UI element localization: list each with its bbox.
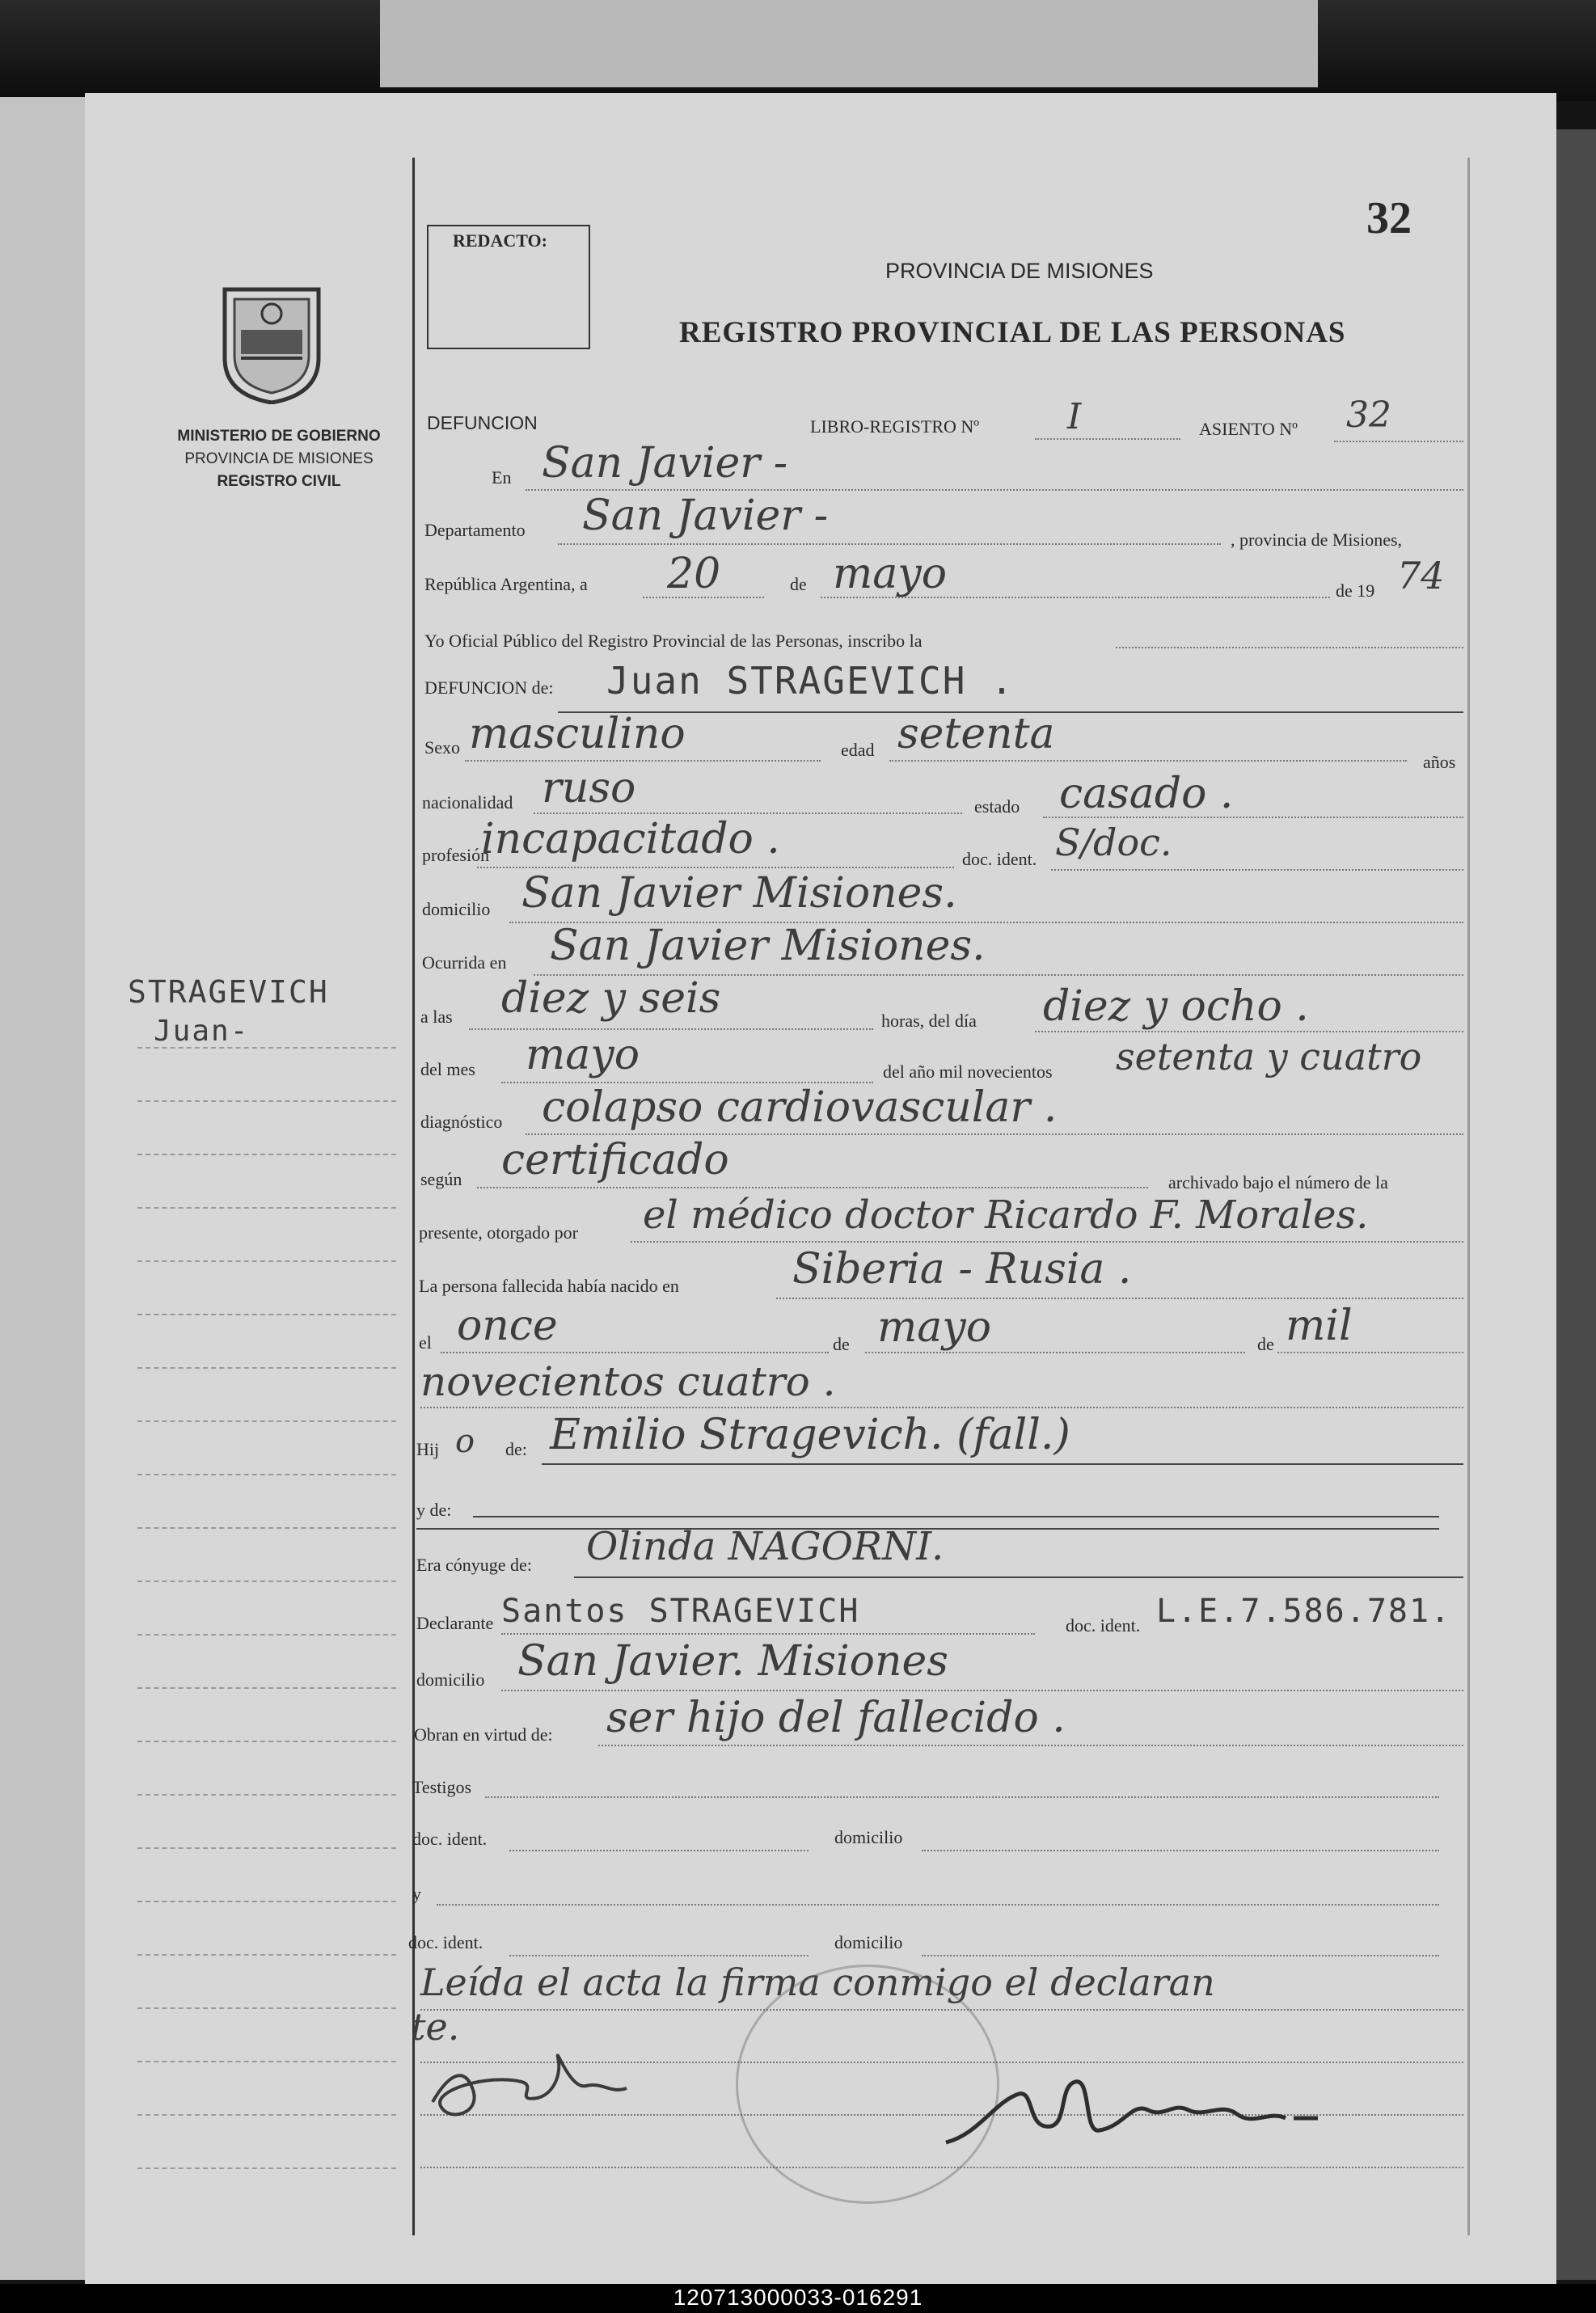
declarant-signature	[416, 2025, 659, 2130]
delanio-value: setenta y cuatro	[1116, 1035, 1422, 1078]
alas-label: a las	[420, 1007, 453, 1027]
en-label: En	[492, 467, 512, 488]
t2-dom-line	[922, 1955, 1439, 1957]
departamento-line	[558, 543, 1221, 546]
margin-line	[137, 2167, 396, 2170]
demil-label: de	[1257, 1334, 1274, 1354]
sexo-label: Sexo	[424, 737, 460, 758]
de2-line	[865, 1352, 1245, 1354]
libro-line	[1035, 438, 1180, 441]
mes-line	[821, 597, 1330, 599]
segun-line	[477, 1187, 1148, 1189]
presente-line	[631, 1241, 1463, 1243]
obran-label: Obran en virtud de:	[414, 1724, 553, 1745]
novecientos-value: novecientos cuatro .	[420, 1358, 836, 1405]
margin-line	[137, 1794, 396, 1796]
nacionalidad-label: nacionalidad	[422, 792, 513, 813]
estado-line	[1043, 817, 1463, 819]
el-line	[441, 1352, 829, 1354]
margin-line	[137, 1420, 396, 1423]
hijo-value: Emilio Stragevich. (fall.)	[550, 1411, 1070, 1459]
profesion-value: incapacitado .	[481, 815, 780, 863]
delmes-value: mayo	[526, 1031, 640, 1079]
t1-doc-label: doc. ident.	[412, 1829, 488, 1849]
margin-line	[137, 1154, 396, 1156]
declarante-value: Santos STRAGEVICH	[501, 1593, 860, 1630]
y-line	[437, 1904, 1439, 1906]
de2-value: mayo	[877, 1303, 991, 1352]
declarante-dom-label: domicilio	[416, 1669, 485, 1690]
testigos-line	[485, 1796, 1439, 1799]
margin-line	[137, 1314, 396, 1316]
alas-value: diez y seis	[501, 974, 721, 1023]
yde-line	[473, 1516, 1439, 1517]
en-value: San Javier -	[542, 439, 788, 488]
diagnostico-label: diagnóstico	[420, 1112, 503, 1132]
horas-value: diez y ocho .	[1043, 982, 1309, 1031]
declarante-doc-label: doc. ident.	[1066, 1615, 1141, 1636]
declarante-doc-value: L.E.7.586.781.	[1156, 1593, 1452, 1630]
right-rule	[1467, 158, 1470, 2235]
provincia-suffix: , provincia de Misiones,	[1231, 530, 1403, 550]
testigos-label: Testigos	[412, 1777, 472, 1797]
horas-line	[1035, 1031, 1463, 1033]
segun-value: certificado	[501, 1136, 729, 1184]
anios-label: años	[1423, 752, 1456, 772]
asiento-label: ASIENTO Nº	[1199, 419, 1298, 439]
republica-label: República Argentina, a	[424, 574, 588, 594]
margin-line	[137, 1527, 396, 1530]
declarante-label: Declarante	[416, 1613, 494, 1633]
oficial-text: Yo Oficial Público del Registro Provincial de las Personas, inscribo la	[424, 631, 923, 651]
de2-label: de	[833, 1334, 850, 1354]
novecientos-line	[420, 1407, 1463, 1409]
margin-line	[137, 1901, 396, 1903]
declarante-line	[501, 1633, 1035, 1636]
t2-dom-label: domicilio	[834, 1932, 903, 1952]
presente-value: el médico doctor Ricardo F. Morales.	[643, 1192, 1369, 1238]
edad-value: setenta	[897, 710, 1055, 758]
obran-value: ser hijo del fallecido .	[606, 1694, 1066, 1742]
margin-surname: STRAGEVICH	[128, 974, 329, 1010]
delanio-label: del año mil novecientos	[883, 1062, 1053, 1082]
defuncion-de-label: DEFUNCION de:	[424, 677, 554, 698]
defuncion-de-value: Juan STRAGEVICH .	[606, 659, 1015, 703]
hijo-letter: o	[455, 1423, 475, 1460]
profesion-label: profesión	[422, 845, 490, 865]
sexo-value: masculino	[469, 710, 686, 758]
underlying-page	[380, 0, 1318, 87]
t2-doc-label: doc. ident.	[408, 1932, 483, 1952]
margin-line	[137, 1847, 396, 1850]
declarante-dom-value: San Javier. Misiones	[517, 1637, 948, 1686]
coat-of-arms-seal	[217, 281, 327, 404]
record-type: DEFUNCION	[427, 412, 538, 433]
y-label: y	[412, 1884, 421, 1904]
nacido-label: La persona fallecida había nacido en	[419, 1276, 679, 1296]
anio-label: de 19	[1336, 580, 1375, 601]
asiento-value: 32	[1346, 395, 1391, 436]
ministry-block	[146, 425, 412, 493]
dia-value: 20	[667, 550, 721, 598]
margin-line	[137, 2007, 396, 2010]
de-label: de	[790, 574, 807, 594]
diagnostico-value: colapso cardiovascular .	[542, 1083, 1058, 1132]
t1-doc-line	[509, 1850, 809, 1852]
nacido-value: Siberia - Rusia .	[792, 1245, 1132, 1294]
segun-label: según	[420, 1169, 462, 1189]
yde-label: y de:	[416, 1500, 452, 1520]
margin-line	[137, 1100, 396, 1103]
docident-line	[1051, 869, 1463, 872]
margin-line	[137, 1260, 396, 1263]
margin-line	[137, 1474, 396, 1476]
domicilio-value: San Javier Misiones.	[521, 869, 957, 918]
asiento-line	[1334, 441, 1463, 443]
conyuge-value: Olinda NAGORNI.	[586, 1524, 944, 1569]
estado-value: casado .	[1059, 770, 1234, 818]
archivado-label: archivado bajo el número de la	[1168, 1172, 1388, 1192]
margin-line	[137, 2061, 396, 2063]
oficial-line	[1116, 647, 1463, 649]
left-page-edge	[0, 97, 85, 2280]
libro-value: I	[1067, 396, 1082, 437]
margin-rule	[412, 158, 415, 2235]
page-number: 32	[1366, 193, 1412, 243]
docident-value: S/doc.	[1055, 821, 1172, 864]
domicilio-label: domicilio	[422, 899, 491, 919]
edad-label: edad	[841, 740, 875, 760]
estado-label: estado	[974, 796, 1020, 817]
departamento-label: Departamento	[424, 520, 526, 540]
ministry-line-3: REGISTRO CIVIL	[217, 473, 341, 490]
obran-line	[598, 1745, 1463, 1747]
ocurrida-label: Ocurrida en	[422, 952, 507, 973]
margin-line	[137, 1954, 396, 1956]
margin-line	[137, 1741, 396, 1743]
province-title: PROVINCIA DE MISIONES	[885, 259, 1154, 283]
margin-line	[137, 1634, 396, 1636]
dia-line	[643, 597, 764, 599]
libro-label: LIBRO-REGISTRO Nº	[810, 416, 980, 437]
margin-line	[137, 2114, 396, 2117]
leido-text: Leída el acta la firma conmigo el declaran	[420, 1961, 1215, 2004]
demil-line	[1277, 1352, 1463, 1354]
el-label: el	[419, 1332, 432, 1353]
hijo-label-a: Hij	[416, 1439, 440, 1459]
t2-doc-line	[509, 1955, 809, 1957]
margin-line	[137, 1687, 396, 1690]
t1-dom-label: domicilio	[834, 1827, 903, 1847]
delmes-label: del mes	[420, 1059, 475, 1079]
margin-line	[137, 1581, 396, 1583]
leido-text-2: te.	[411, 2005, 460, 2049]
docident-label: doc. ident.	[962, 849, 1037, 869]
image-code: 120713000033-016291	[673, 2285, 923, 2310]
anio-value: 74	[1397, 554, 1445, 597]
declarante-dom-line	[501, 1690, 1463, 1692]
ministry-line-2: PROVINCIA DE MISIONES	[184, 450, 374, 467]
departamento-value: San Javier -	[582, 492, 829, 540]
presente-label: presente, otorgado por	[419, 1222, 578, 1243]
margin-given-name: Juan-	[154, 1015, 250, 1048]
ministry-line-1: MINISTERIO DE GOBIERNO	[177, 428, 381, 445]
registry-title: REGISTRO PROVINCIAL DE LAS PERSONAS	[679, 316, 1346, 349]
redacto-label: REDACTO:	[453, 230, 547, 251]
right-page-edge	[1556, 129, 1596, 2280]
nacido-line	[776, 1298, 1463, 1300]
t1-dom-line	[922, 1850, 1439, 1852]
sexo-line	[465, 760, 821, 762]
ocurrida-value: San Javier Misiones.	[550, 922, 986, 970]
horas-label: horas, del día	[881, 1011, 977, 1031]
edad-line	[889, 760, 1407, 762]
hijo-line	[542, 1463, 1463, 1465]
hijo-label-b: de:	[505, 1439, 527, 1459]
margin-line	[137, 1207, 396, 1209]
el-value: once	[457, 1302, 558, 1350]
official-signature	[930, 2053, 1399, 2183]
conyuge-line	[574, 1576, 1463, 1578]
nacionalidad-value: ruso	[542, 764, 636, 813]
demil-value: mil	[1286, 1302, 1353, 1350]
margin-line	[137, 1367, 396, 1370]
mes-value: mayo	[833, 550, 947, 598]
conyuge-label: Era cónyuge de:	[416, 1555, 532, 1575]
